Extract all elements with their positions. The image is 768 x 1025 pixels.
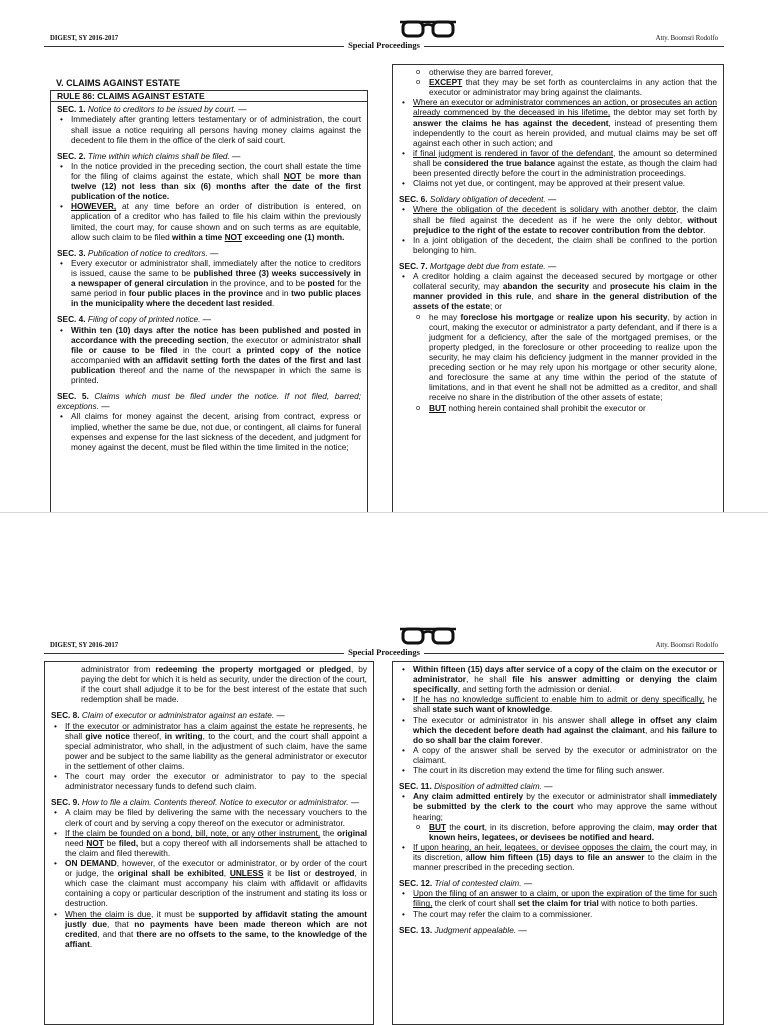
sec13-title: Judgment appealable. —	[434, 924, 527, 935]
sec3-number: SEC. 3.	[57, 247, 86, 258]
sec10-bullet-1: • Within fifteen (15) days after service of a copy of the claim on the executor or administrator, he shall file his answer admitting or denying the claim specifically, and setting forth the admission or denial.	[399, 664, 717, 694]
sec5-bullet-3: • if final judgment is rendered in favor of the defendant, the amount so determined shall be considered the true balance against the estate, as though the claim had been presented directly before the court in the administration proceedings.	[399, 148, 717, 178]
section-1	[57, 104, 361, 144]
sec5-number: SEC. 5.	[57, 391, 89, 402]
sec12-number: SEC. 12.	[399, 878, 433, 889]
eyeglasses-logo-icon	[398, 18, 458, 40]
sec6-number: SEC. 6.	[399, 194, 428, 205]
section-2	[57, 151, 361, 242]
sec12-bullet-2: • The court may refer the claim to a commissioner.	[399, 909, 717, 919]
sec7-sub-2: o BUT nothing herein contained shall prohibit the executor or	[399, 403, 717, 413]
sec7-sub-1: o he may foreclose his mortgage or realize upon his security, by action in court, making the executor or administrator a party defendant, and if there is a judgment for a deficiency, after the sale of the mortgaged premises, or the property pledged, in the foreclosure or other proceeding to realize upon the security, he may claim his deficiency judgment in the manner provided in the preceding section or he may rely upon his mortgage or other security alone, and foreclosure the same at any time within the period of the statute of limitations, and in that event he shall not be admitted as a creditor, and shall receive no share in the distribution of the other assets of estate;	[399, 312, 717, 403]
sec2-number: SEC. 2.	[57, 150, 86, 161]
sec5-bullet-2: • Where an executor or administrator commences an action, or prosecutes an action already commenced by the deceased in his lifetime, the debtor may set forth by answer the claims he has against the decedent, instead of presenting them independently to the court as herein provided, and mutual claims may be set off against each other in such action; and	[399, 97, 717, 148]
sec10-bullet-4: • A copy of the answer shall be served by the executor or administrator on the claimant.	[399, 745, 717, 765]
page-header-2	[44, 631, 724, 661]
sec9-bullet-4: • When the claim is due, it must be supported by affidavit stating the amount justly due, that no payments have been made thereon which are not credited, and that there are no offsets to the same, to the knowledge of the affiant.	[51, 909, 367, 949]
header-author: Atty. Boomsri Rodolfo	[655, 642, 718, 649]
sec9-number: SEC. 9.	[51, 797, 80, 808]
header-title: Special Proceedings	[344, 647, 424, 657]
sec8-bullet-1: • If the executor or administrator has a claim against the estate he represents, he shall give notice thereof, in writing, to the court, and the court shall appoint a special administrator, who shall, in the adjustment of such claim, have the same power and be subject to the same liability as the general administrator or executor in the settlement of other claims.	[51, 721, 367, 772]
sec9-bullet-2: • If the claim be founded on a bond, bill, note, or any other instrument, the original need NOT be filed, but a copy thereof with all indorsements shall be attached to the claim and filed therewith.	[51, 828, 367, 858]
left-column	[44, 78, 374, 542]
section-title: V. CLAIMS AGAINST ESTATE	[56, 78, 181, 88]
sec3-title: Publication of notice to creditors. —	[87, 247, 219, 258]
sec7-title: Mortgage debt due from estate. —	[429, 260, 557, 271]
sec5-sub-2: o EXCEPT that they may be set forth as counterclaims in any action that the executor or administrator may bring against the claimants.	[399, 77, 717, 97]
section-8	[51, 710, 367, 791]
header-author: Atty. Boomsri Rodolfo	[655, 35, 718, 42]
sec9-title: How to file a claim. Contents thereof. Notice to executor or administrator. —	[81, 797, 360, 808]
section-4	[57, 314, 361, 385]
sec5-sub-1: o otherwise they are barred forever,	[399, 67, 717, 77]
sec11-number: SEC. 11.	[399, 781, 432, 792]
page-header	[44, 24, 724, 54]
section-13	[399, 925, 717, 935]
sec4-number: SEC. 4.	[57, 314, 86, 325]
section-6	[399, 194, 717, 255]
header-title: Special Proceedings	[344, 40, 424, 50]
sec11-bullet-2: • If upon hearing, an heir, legatees, or devisee opposes the claim, the court may, in its discretion, allow him fifteen (15) days to file an answer to the claim in the manner prescribed in the preceding section.	[399, 842, 717, 872]
sec1-bullet: • Immediately after granting letters testamentary or of administration, the court shall issue a notice requiring all persons having money claims against the decedent to file them in the office of the clerk of said court.	[57, 114, 361, 144]
rule-title: RULE 86: CLAIMS AGAINST ESTATE	[50, 90, 368, 102]
sec6-bullet-1: • Where the obligation of the decedent is solidary with another debtor, the claim shall be filed against the decedent as if he were the only debtor, without prejudice to the right of the estate to recover contribution from the debtor.	[399, 204, 717, 234]
section-12	[399, 878, 717, 918]
sec7-number: SEC. 7.	[399, 260, 428, 271]
sec8-number: SEC. 8.	[51, 710, 80, 721]
sec5-bullet-4: • Claims not yet due, or contingent, may be approved at their present value.	[399, 178, 717, 188]
sec1-title: Notice to creditors to be issued by court. —	[87, 104, 247, 115]
sec6-bullet-2: • In a joint obligation of the decedent, the claim shall be confined to the portion belonging to him.	[399, 235, 717, 255]
sec12-bullet-1: • Upon the filing of an answer to a claim, or upon the expiration of the time for such filing, the clerk of court shall set the claim for trial with notice to both parties.	[399, 888, 717, 908]
sec7-bullet: • A creditor holding a claim against the deceased secured by mortgage or other collateral security, may abandon the security and prosecute his claim in the manner provided in this rule, and share in the general distribution of the assets of the estate; or	[399, 271, 717, 311]
sec2-bullet-2: • HOWEVER, at any time before an order of distribution is entered, on application of a creditor who has failed to file his claim within the previously limited, the court may, for cause shown and on such terms as are equitable, allow such claim to be filed within a time NOT exceeding one (1) month.	[57, 201, 361, 241]
section-9	[51, 797, 367, 949]
sec10-bullet-5: • The court in its discretion may extend the time for filing such answer.	[399, 765, 717, 775]
sec6-title: Solidary obligation of decedent. —	[429, 194, 557, 205]
sec7-continuation: administrator from redeeming the property mortgaged or pledged, by paying the debt for which it is held as security, under the direction of the court, if the court shall adjudge it to be for the best interest of the estate that such redemption shall be made.	[81, 664, 368, 705]
header-digest-year: DIGEST, SY 2016-2017	[50, 35, 119, 42]
section-5	[57, 391, 361, 452]
sec11-sub-1: o BUT the court, in its discretion, before approving the claim, may order that known heirs, legatees, or devisees be notified and heard.	[399, 822, 717, 842]
sec12-title: Trial of contested claim. —	[434, 878, 533, 889]
sec10-bullet-3: • The executor or administrator in his answer shall allege in offset any claim which the decedent before death had against the claimant, and his failure to do so shall bar the claim forever.	[399, 715, 717, 745]
sec11-bullet-1: • Any claim admitted entirely by the executor or administrator shall immediately be submitted by the clerk to the court who may approve the same without hearing;	[399, 791, 717, 821]
document-page-2	[0, 512, 768, 1024]
left-column-box	[50, 102, 368, 542]
document-page-1	[0, 0, 768, 512]
sec11-title: Disposition of admitted claim. —	[434, 781, 553, 792]
sec8-bullet-2: • The court may order the executor or administrator to pay to the special administrator necessary funds to defend such claim.	[51, 771, 367, 791]
sec5-title: Claims which must be filed under the notice. If not filed, barred; exceptions. —	[57, 391, 362, 412]
sec9-bullet-3: • ON DEMAND, however, of the executor or administrator, or by order of the court or judge, the original shall be exhibited, UNLESS it be list or destroyed, in which case the claimant must accompany his claim with affidavit or affidavits containing a copy or particular description of the instrument and stating its loss or destruction.	[51, 858, 367, 909]
sec9-bullet-1: • A claim may be filed by delivering the same with the necessary vouchers to the clerk of court and by serving a copy thereof on the executor or administrator.	[51, 807, 367, 827]
section-3	[57, 248, 361, 309]
sec8-title: Claim of executor or administrator against an estate. —	[81, 710, 285, 721]
sec2-title: Time within which claims shall be filed. —	[87, 150, 241, 161]
header-digest-year: DIGEST, SY 2016-2017	[50, 642, 119, 649]
sec10-bullet-2: • If he has no knowledge sufficient to enable him to admit or deny specifically, he shall state such want of knowledge.	[399, 694, 717, 714]
sec13-number: SEC. 13.	[399, 924, 433, 935]
section-11	[399, 781, 717, 872]
right-column-2	[392, 661, 724, 1025]
eyeglasses-logo-icon	[398, 625, 458, 647]
sec1-number: SEC. 1.	[57, 104, 86, 115]
sec2-bullet-1: • In the notice provided in the preceding section, the court shall estate the time for the filing of claims against the estate, which shall NOT be more than twelve (12) not less than six (6) months after the date of the first publication of the notice.	[57, 161, 361, 201]
right-column	[392, 64, 724, 542]
sec4-bullet: • Within ten (10) days after the notice has been published and posted in accordance with the preceding section, the executor or administrator shall file or cause to be filed in the court a printed copy of the notice accompanied with an affidavit setting forth the dates of the first and last publication thereof and the name of the newspaper in which the same is printed.	[57, 325, 361, 386]
sec4-title: Filing of copy of printed notice. —	[87, 314, 212, 325]
left-column-2	[44, 661, 374, 1025]
sec3-bullet: • Every executor or administrator shall, immediately after the notice to creditors is issued, cause the same to be published three (3) weeks successively in a newspaper of general circulation in the province, and to be posted for the same period in four public places in the province and in two public places in the municipality where the decedent last resided.	[57, 258, 361, 309]
sec5-bullet: • All claims for money against the decent, arising from contract, express or implied, whether the same be due, not due, or contingent, all claims for funeral expenses and expense for the last sickness of the decedent, and judgment for money against the decent, must be filed within the time limited in the notice;	[57, 411, 361, 451]
section-7	[399, 261, 717, 413]
